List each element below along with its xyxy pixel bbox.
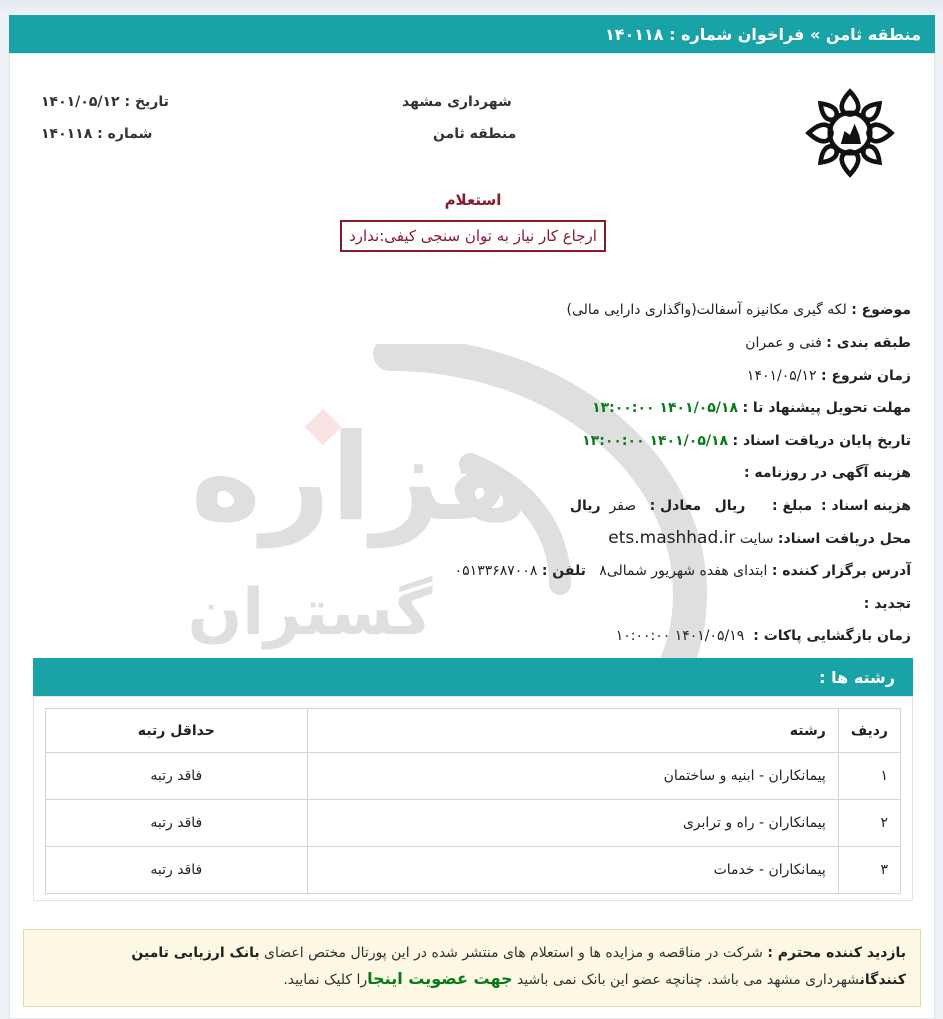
- subject-label: موضوع :: [851, 302, 911, 318]
- fields-table-wrap: [33, 696, 913, 901]
- membership-link[interactable]: جهت عضویت اینجا: [367, 969, 513, 988]
- watermark-line1: هزاره: [190, 409, 530, 548]
- docs-end-field: [582, 431, 911, 451]
- ad-cost-label: هزینه آگهی در روزنامه :: [743, 465, 911, 481]
- start-label: زمان شروع :: [820, 368, 911, 384]
- start-value: ۱۴۰۱/۰۵/۱۲: [746, 368, 817, 384]
- page-title-bar: [9, 15, 935, 53]
- announcement-date: [41, 94, 169, 110]
- col-header-field: رشته: [307, 709, 838, 753]
- doc-place-site: ets.mashhad.ir: [608, 528, 736, 548]
- table-row: [46, 800, 901, 847]
- org-name: شهرداری مشهد: [402, 94, 512, 110]
- notice-text3: را کلیک نمایید.: [283, 972, 368, 988]
- cell-min-rank: فاقد رتبه: [46, 800, 308, 847]
- deadline-field: [592, 398, 911, 418]
- date-label: تاریخ :: [124, 94, 169, 110]
- opening-label: زمان بازگشایی پاکات :: [753, 628, 911, 644]
- subject-field: [567, 300, 911, 320]
- renewal-label: تجدید :: [863, 596, 911, 612]
- cell-min-rank: فاقد رتبه: [46, 753, 308, 800]
- notice-text2: شهرداری مشهد می باشد. چنانچه عضو این بانک نمی باشید: [512, 972, 860, 988]
- announcement-card: [9, 53, 935, 1019]
- date-value: ۱۴۰۱/۰۵/۱۲: [41, 94, 120, 110]
- cell-field: پیمانکاران - خدمات: [307, 847, 838, 894]
- doc-cost-currency1: ریال: [714, 498, 746, 514]
- watermark-line2: گستران: [187, 576, 433, 650]
- table-row: [46, 847, 901, 894]
- notice-text1: شرکت در مناقصه و مزایده ها و استعلام های منتشر شده در این پورتال مختص اعضای: [259, 945, 768, 961]
- category-value: فنی و عمران: [745, 335, 822, 351]
- cell-min-rank: فاقد رتبه: [46, 847, 308, 894]
- phone-value: ۰۵۱۳۳۶۸۷۰۰۸: [454, 563, 538, 579]
- col-header-row-number: ردیف: [838, 709, 900, 753]
- opening-field: [616, 626, 911, 646]
- doc-cost-field: [570, 496, 911, 516]
- doc-cost-amount-label: مبلغ :: [772, 498, 813, 514]
- doc-place-prefix: سایت: [739, 531, 774, 547]
- deadline-label: مهلت تحویل پیشنهاد تا :: [742, 400, 911, 416]
- top-band: [0, 0, 943, 14]
- renewal-field: [864, 594, 911, 614]
- visitor-notice: [23, 929, 921, 1007]
- phone-label: تلفن :: [541, 563, 586, 579]
- cell-row-number: ۲: [838, 800, 900, 847]
- cell-row-number: ۱: [838, 753, 900, 800]
- notice-bank: بانک ارزیابی تامین کنندگان: [131, 945, 906, 988]
- cell-field: پیمانکاران - ابنیه و ساختمان: [307, 753, 838, 800]
- address-label: آدرس برگزار کننده :: [771, 563, 911, 579]
- number-label: شماره :: [97, 126, 153, 142]
- doc-cost-equiv-label: معادل :: [649, 498, 702, 514]
- cell-row-number: ۳: [838, 847, 900, 894]
- start-field: [747, 366, 911, 386]
- opening-value: ۱۴۰۱/۰۵/۱۹ ۱۰:۰۰:۰۰: [615, 628, 745, 644]
- table-row: [46, 753, 901, 800]
- doc-cost-equiv-value: صفر: [609, 498, 637, 514]
- district-name: منطقه ثامن: [433, 126, 517, 142]
- notice-lead: بازدید کننده محترم :: [767, 945, 906, 961]
- subject-value: لکه گیری مکانیزه آسفالت(واگذاری دارایی مالی): [566, 302, 847, 318]
- address-value: ابتدای هفده شهریور شمالی۸: [599, 563, 768, 579]
- fields-table: [45, 708, 901, 894]
- doc-place-label: محل دریافت اسناد:: [777, 531, 911, 547]
- quality-note: ارجاع کار نیاز به توان سنجی کیفی:ندارد: [340, 220, 606, 252]
- mashhad-municipality-logo: [804, 87, 896, 179]
- category-field: [745, 333, 911, 353]
- inquiry-title: استعلام: [444, 191, 502, 209]
- doc-place-field: [608, 528, 911, 549]
- doc-cost-currency2: ریال: [569, 498, 601, 514]
- ad-cost-field: [744, 463, 911, 483]
- fields-section-header: [33, 658, 913, 696]
- doc-cost-label: هزینه اسناد :: [821, 498, 911, 514]
- docs-end-value: ۱۴۰۱/۰۵/۱۸ ۱۳:۰۰:۰۰: [582, 433, 729, 449]
- deadline-value: ۱۴۰۱/۰۵/۱۸ ۱۳:۰۰:۰۰: [592, 400, 738, 416]
- docs-end-label: تاریخ پایان دریافت اسناد :: [732, 433, 911, 449]
- page-title: منطقه ثامن » فراخوان شماره : ۱۴۰۱۱۸: [604, 24, 921, 44]
- col-header-min-rank: حداقل رتبه: [46, 709, 308, 753]
- quality-note-wrap: [10, 220, 936, 252]
- cell-field: پیمانکاران - راه و ترابری: [307, 800, 838, 847]
- announcement-number: [41, 126, 152, 142]
- fields-section-title: رشته ها :: [819, 667, 895, 687]
- category-label: طبقه بندی :: [826, 335, 911, 351]
- table-header-row: [46, 709, 901, 753]
- number-value: ۱۴۰۱۱۸: [41, 126, 93, 142]
- address-field: [455, 561, 911, 581]
